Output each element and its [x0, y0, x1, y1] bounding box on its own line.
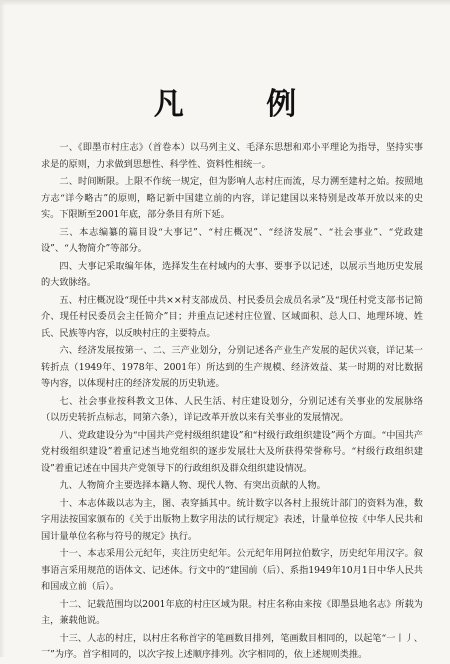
paragraph-6: 六、经济发展按第一、二、三产业划分，分别记述各产业生产发展的起伏兴衰，详记某一转折点（1949年、1978年、2001年）所达到的生产规模、经济效益、某一时期的对比数据等内容，以体现村庄的经济发展的历史轨迹。 [41, 345, 423, 390]
paragraph-12: 十二、记载范围均以2001年底的村庄区域为限。村庄名称由来按《即墨县地名志》所载为主，兼载他说。 [41, 598, 423, 627]
paragraph-5: 五、村庄概况设“现任中共××村支部成员、村民委员会成员名录”及“现任村党支部书记简介、现任村民委员会主任简介”目；并重点记述村庄位置、区域面积、总人口、地理环境、姓氏、民族等内容，以反映村庄的主要特点。 [41, 294, 423, 339]
paragraph-10: 十、本志体裁以志为主，图、表穿插其中。统计数字以各村上报统计部门的资料为准，数字用法按国家颁布的《关于出版物上数字用法的试行规定》表述，计量单位按《中华人民共和国计量单位名称与符号的规定》执行。 [41, 497, 423, 542]
paragraph-3: 三、本志编纂的篇目设“大事记”、“村庄概况”、“经济发展”、“社会事业”、“党政建设”、“人物简介”等部分。 [41, 226, 423, 255]
paragraph-7: 七、社会事业按科教文卫体、人民生活、村庄建设划分，分别记述有关事业的发展脉络（以历史转折点标志，同第六条），详记改革开放以来有关事业的发展情况。 [41, 395, 423, 424]
paragraph-4: 四、大事记采取编年体，选择发生在村域内的大事、要事予以记述，以展示当地历史发展的大致脉络。 [41, 260, 423, 289]
page-title: 凡 例 [153, 87, 333, 122]
paragraph-11: 十一、本志采用公元纪年，夹注历史纪年。公元纪年用阿拉伯数字，历史纪年用汉字。叙事语言采用规范的语体文、记述体。行文中的“建国前（后）、系指1949年10月1日中华人民共和国成立前（后）。 [41, 548, 423, 593]
paragraph-9: 九、人物简介主要选择本籍人物、现代人物、有突出贡献的人物。 [59, 480, 326, 492]
paragraph-8: 八、党政建设分为“中国共产党村级组织建设”和“村级行政组织建设”两个方面。“中国共产党村级组织建设”着重记述当地党组织的逐步发展壮大及所获得荣誉称号。“村级行政组织建设”着重记述在中国共产党领导下的行政组织及群众组织建设情况。 [41, 429, 423, 474]
paragraph-13: 十三、人志的村庄，以村庄名称首字的笔画数目排列，笔画数目相同的，以起笔“一丨丿、乛”为序。首字相同的，以次字按上述顺序排列。次字相同的，依上述规则类推。 [41, 632, 423, 661]
paragraph-1: 一、《即墨市村庄志》（首卷本）以马列主义、毛泽东思想和邓小平理论为指导，坚持实事求是的原则，力求做到思想性、科学性、资料性相统一。 [41, 142, 423, 170]
paragraph-2: 二、时间断限。上限不作统一规定，但为影响人志村庄而流，尽力溯至建村之始。按照地方志“详今略古”的原则，略记新中国建立前的内容，详记建国以来特别是改革开放以来的史实。下限断至2001年底，部分条目有所下延。 [41, 175, 423, 221]
scan-edge-top [0, 0, 450, 6]
document-body [41, 140, 423, 664]
